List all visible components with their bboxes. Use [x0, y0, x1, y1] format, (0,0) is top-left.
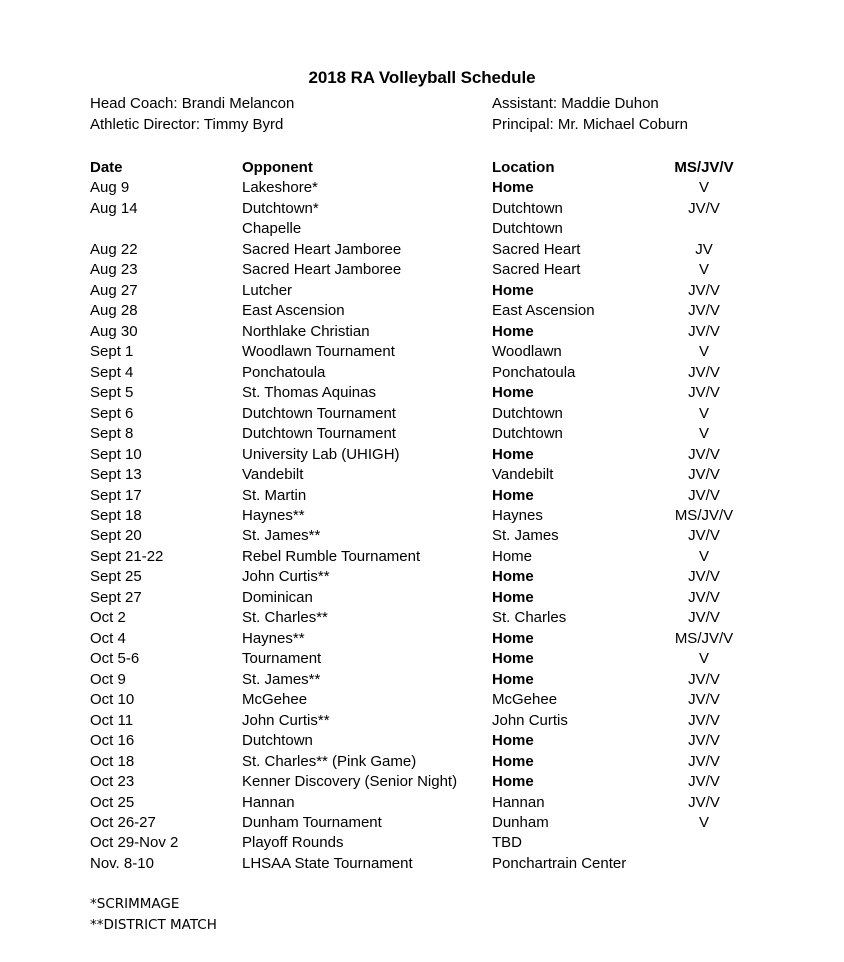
cell-opponent: John Curtis** — [242, 711, 330, 729]
table-row — [90, 200, 790, 220]
cell-level: JV/V — [688, 732, 720, 750]
cell-level: V — [698, 425, 709, 443]
cell-date: Aug 14 — [90, 199, 138, 217]
cell-location: Dunham — [492, 814, 549, 831]
table-row — [90, 425, 790, 445]
cell-location: McGehee — [492, 691, 558, 709]
head-coach-label: Head Coach: Brandi Melancon — [90, 95, 295, 112]
cell-location: Dutchtown — [492, 199, 563, 217]
footnote-line: **DISTRICT MATCH — [90, 917, 217, 933]
cell-location: Home — [492, 588, 534, 606]
cell-date: Aug 23 — [90, 261, 138, 279]
cell-date: Nov. 8-10 — [90, 854, 154, 872]
column-header-opponent: Opponent — [242, 159, 313, 176]
cell-opponent: Dutchtown* — [242, 199, 319, 217]
cell-opponent: East Ascension — [242, 302, 345, 320]
table-row — [90, 712, 790, 732]
cell-opponent: Ponchatoula — [242, 363, 326, 381]
cell-level: JV/V — [688, 711, 720, 729]
column-header-level: MS/JV/V — [674, 159, 734, 176]
cell-opponent: St. Thomas Aquinas — [242, 384, 376, 402]
page-title: 2018 RA Volleyball Schedule — [308, 68, 536, 87]
table-row — [90, 179, 790, 199]
cell-level: V — [698, 650, 709, 668]
footnotes — [90, 896, 217, 938]
cell-location: Sacred Heart — [492, 261, 581, 279]
cell-level: JV/V — [688, 670, 720, 688]
cell-level: JV/V — [688, 568, 720, 586]
cell-location: Home — [492, 568, 534, 586]
table-row — [90, 364, 790, 384]
cell-opponent: Vandebilt — [242, 466, 304, 484]
cell-level: JV/V — [688, 302, 720, 320]
table-row — [90, 732, 790, 752]
cell-date: Sept 4 — [90, 363, 134, 381]
cell-date: Sept 6 — [90, 404, 134, 422]
cell-opponent: LHSAA State Tournament — [242, 854, 413, 872]
cell-location: St. Charles — [492, 609, 567, 627]
cell-level: JV/V — [688, 609, 720, 627]
cell-level: JV/V — [688, 773, 720, 791]
cell-level: JV/V — [688, 363, 720, 381]
cell-date: Sept 10 — [90, 445, 142, 463]
table-row — [90, 220, 790, 240]
cell-date: Sept 21-22 — [90, 547, 164, 565]
cell-location: Home — [492, 650, 534, 668]
cell-location: St. James — [492, 527, 559, 545]
cell-level: JV/V — [688, 199, 720, 217]
cell-location: Dutchtown — [492, 220, 563, 238]
table-row — [90, 568, 790, 588]
cell-date: Sept 27 — [90, 588, 142, 606]
cell-opponent: St. James** — [242, 670, 321, 688]
cell-date: Oct 4 — [90, 629, 126, 647]
cell-level: JV/V — [688, 322, 720, 340]
cell-opponent: St. Martin — [242, 486, 307, 504]
table-row — [90, 323, 790, 343]
cell-opponent: Rebel Rumble Tournament — [242, 547, 421, 565]
cell-level: V — [698, 547, 709, 565]
cell-location: Home — [492, 179, 534, 197]
cell-location: Home — [492, 670, 534, 688]
cell-level: JV/V — [688, 486, 720, 504]
table-row — [90, 405, 790, 425]
cell-location: East Ascension — [492, 302, 595, 320]
table-row — [90, 609, 790, 629]
table-row — [90, 691, 790, 711]
cell-level: JV/V — [688, 793, 720, 811]
cell-opponent: Dutchtown Tournament — [242, 425, 396, 443]
cell-date: Aug 22 — [90, 240, 138, 258]
table-row — [90, 302, 790, 322]
cell-opponent: McGehee — [242, 691, 308, 709]
table-row — [90, 834, 790, 854]
cell-opponent: St. James** — [242, 527, 321, 545]
table-row — [90, 446, 790, 466]
cell-location: Haynes — [492, 506, 543, 524]
table-row — [90, 384, 790, 404]
cell-level: JV/V — [688, 527, 720, 545]
staff-header-block — [90, 95, 790, 136]
cell-level: MS/JV/V — [674, 629, 734, 647]
cell-opponent: University Lab (UHIGH) — [242, 445, 400, 463]
cell-level: V — [698, 814, 709, 831]
cell-location: Ponchatoula — [492, 363, 576, 381]
cell-date: Sept 13 — [90, 466, 142, 484]
cell-date: Oct 29-Nov 2 — [90, 834, 179, 852]
cell-opponent: Lakeshore* — [242, 179, 318, 197]
cell-opponent: St. Charles** — [242, 609, 328, 627]
cell-opponent: Dutchtown — [242, 732, 313, 750]
cell-opponent: Hannan — [242, 793, 295, 811]
cell-location: Home — [492, 445, 534, 463]
table-row — [90, 855, 790, 875]
footnote-line: *SCRIMMAGE — [90, 896, 180, 912]
cell-date: Oct 23 — [90, 773, 135, 791]
cell-level: JV/V — [688, 752, 720, 770]
cell-date: Oct 9 — [90, 670, 126, 688]
cell-location: Ponchartrain Center — [492, 854, 627, 872]
staff-row — [90, 95, 790, 116]
principal-label: Principal: Mr. Michael Coburn — [492, 115, 688, 133]
cell-location: Home — [492, 752, 534, 770]
cell-date: Oct 11 — [90, 711, 134, 729]
cell-level: JV/V — [688, 588, 720, 606]
cell-location: Hannan — [492, 793, 545, 811]
table-row — [90, 650, 790, 670]
cell-location: Home — [492, 773, 534, 791]
cell-location: Dutchtown — [492, 404, 563, 422]
table-row — [90, 548, 790, 568]
cell-opponent: Lutcher — [242, 281, 293, 299]
table-row — [90, 589, 790, 609]
cell-opponent: Kenner Discovery (Senior Night) — [242, 773, 458, 791]
cell-date: Aug 9 — [90, 179, 130, 197]
cell-location: Home — [492, 732, 534, 750]
column-header-date: Date — [90, 159, 123, 176]
table-row — [90, 773, 790, 793]
staff-row — [90, 116, 790, 137]
table-row — [90, 261, 790, 281]
table-row — [90, 466, 790, 486]
cell-level: V — [698, 261, 709, 279]
table-row — [90, 527, 790, 547]
table-header-row — [90, 159, 790, 179]
cell-date: Oct 2 — [90, 609, 126, 627]
cell-level: JV — [695, 240, 713, 258]
cell-location: TBD — [492, 834, 522, 852]
cell-location: Home — [492, 281, 534, 299]
cell-location: Home — [492, 547, 533, 565]
cell-date: Oct 16 — [90, 732, 135, 750]
cell-date: Aug 30 — [90, 322, 138, 340]
table-row — [90, 753, 790, 773]
cell-date: Sept 25 — [90, 568, 142, 586]
cell-location: Home — [492, 486, 534, 504]
cell-date: Oct 25 — [90, 793, 135, 811]
table-row — [90, 671, 790, 691]
cell-location: Home — [492, 629, 534, 647]
cell-date: Sept 18 — [90, 506, 142, 524]
table-row — [90, 814, 790, 834]
cell-level: MS/JV/V — [674, 506, 734, 524]
cell-opponent: Chapelle — [242, 220, 302, 238]
cell-level: JV/V — [688, 466, 720, 484]
column-header-location: Location — [492, 159, 555, 176]
table-row — [90, 343, 790, 363]
table-row — [90, 507, 790, 527]
cell-opponent: Dunham Tournament — [242, 814, 382, 831]
cell-opponent: Woodlawn Tournament — [242, 343, 395, 361]
cell-location: John Curtis — [492, 711, 568, 729]
cell-date: Aug 27 — [90, 281, 138, 299]
cell-date: Sept 5 — [90, 384, 134, 402]
cell-opponent: Dominican — [242, 588, 313, 606]
cell-date: Sept 17 — [90, 486, 142, 504]
cell-date: Oct 26-27 — [90, 814, 156, 831]
cell-location: Dutchtown — [492, 425, 563, 443]
cell-date: Oct 5-6 — [90, 650, 140, 668]
cell-opponent: Sacred Heart Jamboree — [242, 240, 402, 258]
table-row — [90, 794, 790, 814]
table-row — [90, 630, 790, 650]
cell-location: Sacred Heart — [492, 240, 581, 258]
cell-location: Home — [492, 322, 534, 340]
cell-location: Home — [492, 384, 534, 402]
cell-date: Sept 1 — [90, 343, 134, 361]
assistant-coach-label: Assistant: Maddie Duhon — [492, 95, 659, 112]
schedule-table — [90, 159, 790, 875]
cell-level: JV/V — [688, 281, 720, 299]
cell-date: Oct 18 — [90, 752, 135, 770]
cell-level: V — [698, 404, 709, 422]
cell-opponent: St. Charles** (Pink Game) — [242, 752, 417, 770]
cell-location: Vandebilt — [492, 466, 554, 484]
cell-opponent: Northlake Christian — [242, 322, 370, 340]
cell-opponent: Tournament — [242, 650, 322, 668]
table-row — [90, 282, 790, 302]
cell-level: V — [698, 343, 709, 361]
cell-location: Woodlawn — [492, 343, 562, 361]
cell-opponent: John Curtis** — [242, 568, 330, 586]
cell-level: JV/V — [688, 691, 720, 709]
cell-opponent: Dutchtown Tournament — [242, 404, 396, 422]
cell-opponent: Haynes** — [242, 629, 305, 647]
cell-opponent: Playoff Rounds — [242, 834, 344, 852]
cell-opponent: Sacred Heart Jamboree — [242, 261, 402, 279]
cell-date: Oct 10 — [90, 691, 135, 709]
cell-date: Aug 28 — [90, 302, 138, 320]
cell-date: Sept 8 — [90, 425, 134, 443]
cell-opponent: Haynes** — [242, 506, 305, 524]
table-row — [90, 487, 790, 507]
cell-date: Sept 20 — [90, 527, 142, 545]
table-row — [90, 241, 790, 261]
cell-level: V — [698, 179, 709, 197]
athletic-director-label: Athletic Director: Timmy Byrd — [90, 115, 284, 133]
cell-level: JV/V — [688, 384, 720, 402]
cell-level: JV/V — [688, 445, 720, 463]
